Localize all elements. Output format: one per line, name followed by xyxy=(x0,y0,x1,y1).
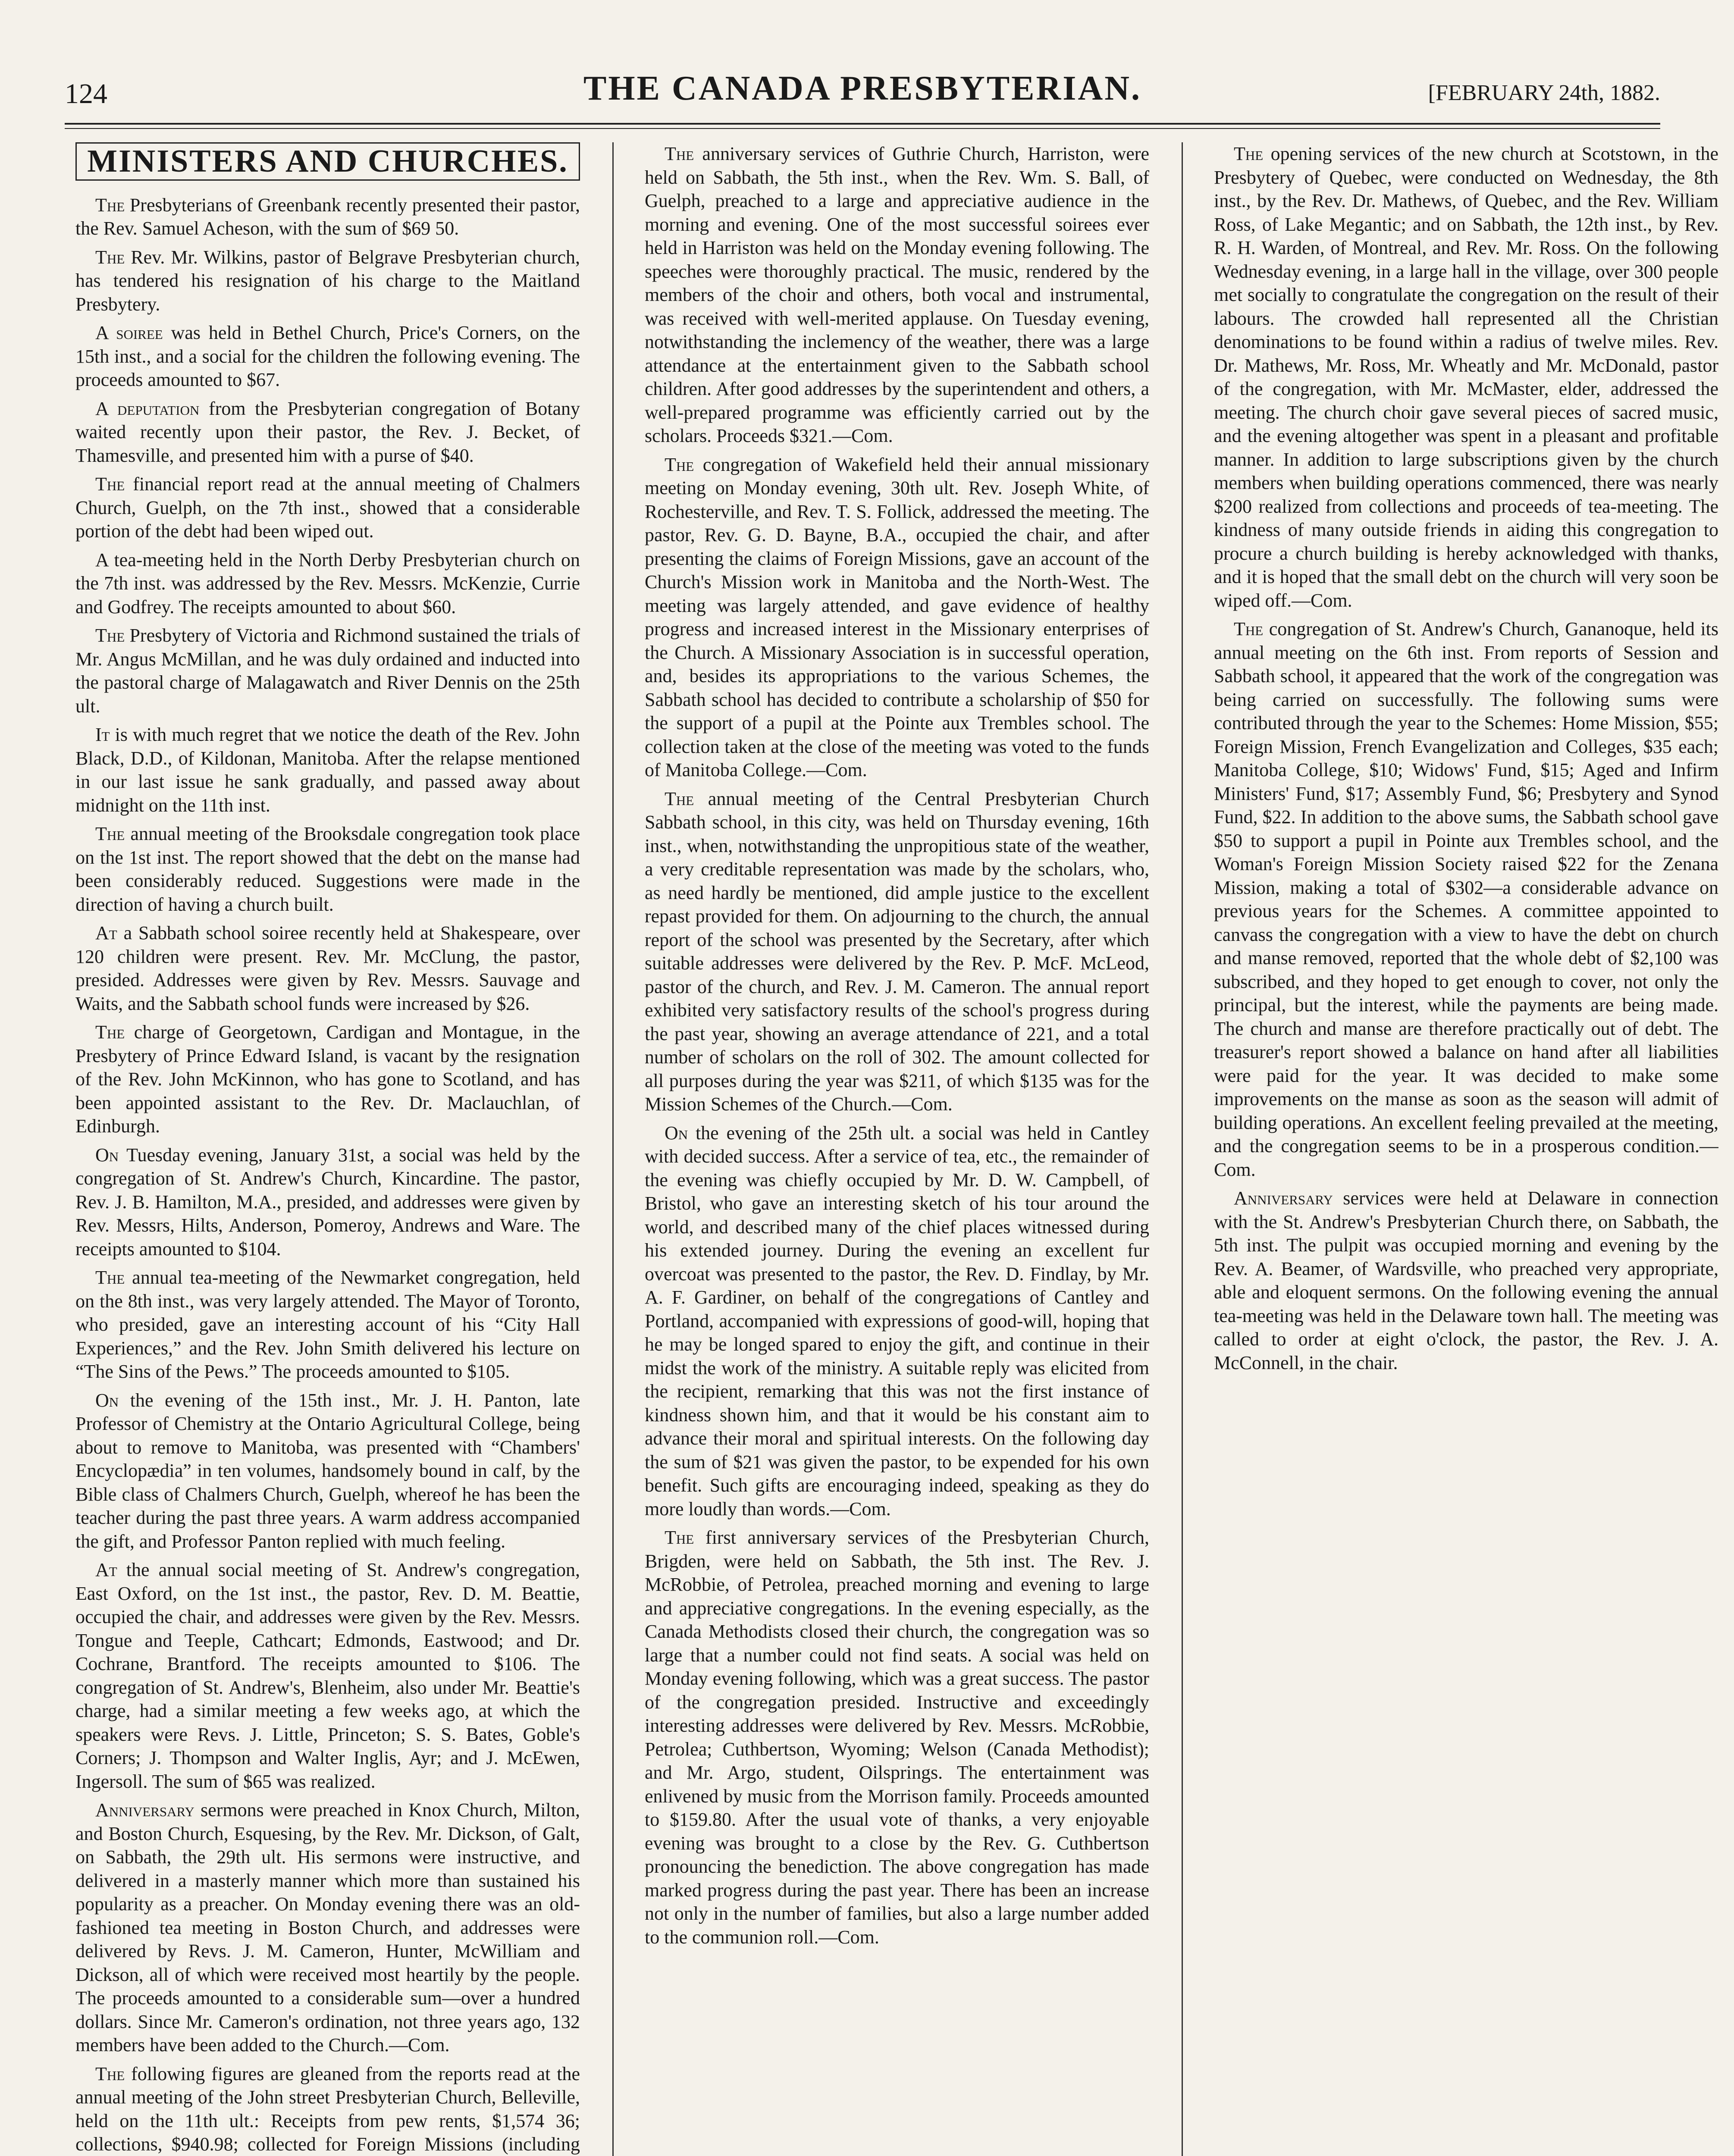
news-paragraph xyxy=(75,246,580,317)
news-paragraph xyxy=(75,1389,580,1554)
news-paragraph xyxy=(645,142,1149,448)
news-paragraph xyxy=(75,397,580,468)
paragraph-text: a Sabbath school soiree recently held at Shakespeare, over 120 children were present. Rev. Mr. McClung, the pastor, presided. Addresses were given by Rev. Messrs. Sauvage and Waits, and the Sabbath school funds were increased by $26. xyxy=(75,922,580,1014)
paragraph-text: the evening of the 15th inst., Mr. J. H. Panton, late Professor of Chemistry at the Ontario Agricultural College, being about to remove to Manitoba, was presented with “Chambers' Encyclopædia” in ten volumes, handsomely bound in calf, by the Bible class of Chalmers Church, Guelph, whereof he has been the teacher during the past three years. A warm address accompanied the gift, and Professor Panton replied with much feeling. xyxy=(75,1389,580,1552)
header-rule xyxy=(65,123,1660,129)
paragraph-text: congregation of Wakefield held their annual missionary meeting on Monday evening, 30th ult. Rev. Joseph White, of Rochesterville, and Rev. T. S. Follick, addressed the meeting. The pastor, Rev. G. D. Bayne, B.A., occupied the chair, and after presenting the claims of Foreign Missions, gave an account of the Church's Mission work in Manitoba and the North-West. The meeting was largely attended, and gave evidence of healthy progress and increased interest in the Missionary enterprises of the Church. A Missionary Association is in successful operation, and, besides its appropriations to the various Schemes, the Sabbath school has decided to contribute a scholarship of $50 for the support of a pupil at the Pointe aux Trembles school. The collection taken at the close of the meeting was voted to the funds of Manitoba College.—Com. xyxy=(645,454,1149,780)
paragraph-text: was held in Bethel Church, Price's Corners, on the 15th inst., and a social for the children the following evening. The proceeds amounted to $67. xyxy=(75,322,580,390)
paragraph-text: annual meeting of the Central Presbyterian Church Sabbath school, in this city, was held on Thursday evening, 16th inst., when, notwithstanding the unpropitious state of the weather, a very creditable representation was made by the scholars, who, as need hardly be mentioned, did ample justice to the excellent repast provided for them. On adjourning to the church, the annual report of the school was presented by the Secretary, after which suitable addresses were delivered by the Rev. P. McF. McLeod, pastor of the church, and Rev. J. M. Cameron. The annual report exhibited very satisfactory results of the school's progress during the past year, showing an average attendance of 221, and a total number of scholars on the roll of 302. The amount collected for all purposes during the year was $211, of which $135 was for the Mission Schemes of the Church.—Com. xyxy=(645,788,1149,1115)
paragraph-lead: On xyxy=(95,1144,119,1166)
paragraph-text: from the Presbyterian congregation of Botany waited recently upon their pastor, the Rev. J. Becket, of Thamesville, and presented him with a purse of $40. xyxy=(75,398,580,466)
news-paragraph xyxy=(645,453,1149,782)
paragraph-lead: The xyxy=(95,1022,125,1043)
paragraph-text: the evening of the 25th ult. a social was held in Cantley with decided success. After a service of tea, etc., the remainder of the evening was chiefly occupied by Mr. D. W. Campbell, of Bristol, who gave an interesting sketch of his tour around the world, and described many of the chief places witnessed during his extended journey. During the evening an excellent fur overcoat was presented to the pastor, the Rev. D. Findlay, by Mr. A. F. Gardiner, on behalf of the congregations of Cantley and Portland, accompanied with expressions of good-will, hoping that he may be longed spared to enjoy the gift, and continue in their midst the work of the ministry. A suitable reply was elicited from the recipient, remarking that this was not the first instance of kindness shown him, and that it would be his constant aim to advance their moral and spiritual interests. On the following day the sum of $21 was given the pastor, to be expended for his own benefit. Such gifts are encouraging indeed, speaking as they do more loudly than words.—Com. xyxy=(645,1122,1149,1520)
paragraph-lead: Anniversary xyxy=(95,1799,194,1821)
paragraph-text: Tuesday evening, January 31st, a social was held by the congregation of St. Andrew's Church, Kincardine. The pastor, Rev. J. B. Hamilton, M.A., presided, and addresses were given by Rev. Messrs, Hilts, Anderson, Pomeroy, Andrews and Ware. The receipts amounted to $104. xyxy=(75,1144,580,1260)
news-paragraph xyxy=(645,787,1149,1116)
paragraph-text: anniversary services of Guthrie Church, Harriston, were held on Sabbath, the 5th inst., when the Rev. Wm. S. Ball, of Guelph, preached to a large and appreciative audience in the morning and evening. One of the most successful soirees ever held in Harriston was held on the Monday evening following. The speeches were thoroughly practical. The music, rendered by the members of the choir and others, both vocal and instrumental, was received with well-merited applause. On Tuesday evening, notwithstanding the inclemency of the weather, there was a large attendance at the entertainment given to the Sabbath school children. After good addresses by the superintendent and others, a well-prepared programme was efficiently carried out by the scholars. Proceeds $321.—Com. xyxy=(645,143,1149,446)
paragraph-lead: The xyxy=(665,143,694,164)
paragraph-lead: The xyxy=(1234,143,1264,164)
paragraph-text: is with much regret that we notice the death of the Rev. John Black, D.D., of Kildonan, Manitoba. After the relapse mentioned in our last issue he sank gradually, and passed away about midnight on the 11th inst. xyxy=(75,724,580,816)
paragraph-text: annual tea-meeting of the Newmarket congregation, held on the 8th inst., was very largely attended. The Mayor of Toronto, who presided, gave an interesting account of his “City Hall Experiences,” and the Rev. John Smith delivered his lecture on “The Sins of the Pews.” The proceeds amounted to $105. xyxy=(75,1267,580,1382)
news-paragraph xyxy=(1214,617,1718,1181)
column-left xyxy=(75,142,580,2156)
news-paragraph xyxy=(645,1122,1149,1521)
paragraph-text: annual meeting of the Brooksdale congregation took place on the 1st inst. The report showed that the debt on the manse had been considerably reduced. Suggestions were made in the direction of having a church built. xyxy=(75,823,580,915)
paragraph-lead: The xyxy=(95,823,125,844)
news-paragraph xyxy=(75,548,580,619)
paragraph-text: congregation of St. Andrew's Church, Gananoque, held its annual meeting on the 6th inst. From reports of Session and Sabbath school, it appeared that the work of the congregation was being carried on successfully. The following sums were contributed through the year to the Schemes: Home Mission, $55; Foreign Mission, French Evangelization and Colleges, $35 each; Manitoba College, $10; Widows' Fund, $15; Aged and Infirm Ministers' Fund, $17; Assembly Fund, $6; Presbytery and Synod Fund, $22. In addition to the above sums, the Sabbath school gave $50 to support a pupil in Pointe aux Trembles school, and the Woman's Foreign Mission Society raised $22 for the Zenana Mission, making a total of $302—a considerable advance on previous years for the Schemes. A committee appointed to canvass the congregation with a view to have the debt on church and manse removed, reported that the whole debt of $2,100 was subscribed, and they hoped to get enough to cover, not only the principal, but the interest, while the payments are being made. The church and manse are therefore practically out of debt. The treasurer's report showed a balance on hand after all liabilities were paid for the year. It was decided to make some improvements on the manse as soon as the season will admit of building operations. An excellent feeling prevailed at the meeting, and the congregation seems to be in a prosperous condition.—Com. xyxy=(1214,618,1718,1180)
paragraph-lead: The xyxy=(95,473,125,495)
news-paragraph xyxy=(75,1558,580,1793)
news-paragraph xyxy=(75,1021,580,1138)
news-paragraph xyxy=(75,723,580,817)
paragraph-lead: The xyxy=(95,625,125,646)
paragraph-text: opening services of the new church at Scotstown, in the Presbytery of Quebec, were conducted on Wednesday, the 8th inst., by the Rev. Dr. Mathews, of Quebec, and the Rev. William Ross, of Lake Megantic; and on Sabbath, the 12th inst., by Rev. R. H. Warden, of Montreal, and Rev. Mr. Ross. On the following Wednesday evening, in a large hall in the village, over 300 people met socially to congratulate the congregation on the result of their labours. The crowded hall represented all the Christian denominations to be found within a radius of twelve miles. Rev. Dr. Mathews, Mr. Ross, Mr. Wheatly and Mr. McDonald, pastor of the congregation, with Mr. McMaster, elder, addressed the meeting. The church choir gave several pieces of sacred music, and the evening altogether was spent in a pleasant and profitable manner. In addition to large subscriptions given by the church members when building operations commenced, there was nearly $200 realized from collections and proceeds of tea-meeting. The kindness of many outside friends in aiding this congregation to procure a church building is hereby acknowledged with thanks, and it is hoped that the small debt on the church will very soon be wiped off.—Com. xyxy=(1214,143,1718,611)
paragraph-text: Presbyterians of Greenbank recently presented their pastor, the Rev. Samuel Acheson, with the sum of $69 50. xyxy=(75,194,580,239)
column-middle xyxy=(645,142,1149,2156)
news-paragraph xyxy=(75,2062,580,2156)
news-paragraph xyxy=(75,194,580,241)
news-paragraph xyxy=(75,624,580,718)
paragraph-lead: The xyxy=(665,1527,694,1548)
paragraph-lead: At xyxy=(95,1559,117,1580)
paragraph-text: A tea-meeting held in the North Derby Presbyterian church on the 7th inst. was addressed by the Rev. Messrs. McKenzie, Currie and Godfrey. The receipts amounted to about $60. xyxy=(75,549,580,617)
issue-date: [FEBRUARY 24th, 1882. xyxy=(1428,81,1660,105)
section-title: MINISTERS AND CHURCHES. xyxy=(75,142,580,181)
news-paragraph xyxy=(645,1526,1149,1949)
paragraph-text: charge of Georgetown, Cardigan and Montague, in the Presbytery of Prince Edward Island, is vacant by the resignation of the Rev. John McKinnon, who has gone to Scotland, and has been appointed assistant to the Rev. Dr. Maclauchlan, of Edinburgh. xyxy=(75,1022,580,1137)
paragraph-lead: A deputation xyxy=(95,398,200,419)
news-paragraph xyxy=(75,473,580,543)
paragraph-lead: The xyxy=(1234,618,1264,639)
news-paragraph xyxy=(75,822,580,916)
paragraph-lead: On xyxy=(95,1389,119,1411)
paragraph-text: sermons were preached in Knox Church, Milton, and Boston Church, Esquesing, by the Rev. Mr. Dickson, of Galt, on Sabbath, the 29th ult. His sermons were instructive, and delivered in a masterly manner which more than sustained his popularity as a preacher. On Monday evening there was an old-fashioned tea meeting in Boston Church, and addresses were delivered by Revs. J. M. Cameron, Hunter, McWilliam and Dickson, all of which were received most heartily by the people. The proceeds amounted to a considerable sum—over a hundred dollars. Since Mr. Cameron's ordination, not three years ago, 132 members have been added to the Church.—Com. xyxy=(75,1799,580,2056)
paragraph-text: Rev. Mr. Wilkins, pastor of Belgrave Presbyterian church, has tendered his resignation of his charge to the Maitland Presbytery. xyxy=(75,246,580,315)
news-paragraph xyxy=(1214,142,1718,612)
news-paragraph xyxy=(75,921,580,1015)
paragraph-lead: The xyxy=(95,194,125,216)
paragraph-text: financial report read at the annual meeting of Chalmers Church, Guelph, on the 7th inst., showed that a considerable portion of the debt had been wiped out. xyxy=(75,473,580,542)
paragraph-lead: At xyxy=(95,922,117,943)
page-header xyxy=(65,65,1660,121)
paragraph-text: Presbytery of Victoria and Richmond sustained the trials of Mr. Angus McMillan, and he was duly ordained and inducted into the pastoral charge of Malagawatch and River Dennis on the 25th ult. xyxy=(75,625,580,717)
masthead-title: THE CANADA PRESBYTERIAN. xyxy=(583,69,1141,107)
news-paragraph xyxy=(75,1799,580,2057)
paragraph-lead: It xyxy=(95,724,110,745)
page-number: 124 xyxy=(65,78,107,110)
paragraph-lead: Anniversary xyxy=(1234,1188,1333,1209)
column-right xyxy=(1214,142,1718,2156)
paragraph-lead: On xyxy=(665,1122,688,1144)
paragraph-text: services were held at Delaware in connection with the St. Andrew's Presbyterian Church there, on Sabbath, the 5th inst. The pulpit was occupied morning and evening by the Rev. A. Beamer, of Wardsville, who preached very appropriate, able and eloquent sermons. On the following evening the annual tea-meeting was held in the Delaware town hall. The meeting was called to order at eight o'clock, the pastor, the Rev. J. A. McConnell, in the chair. xyxy=(1214,1188,1718,1373)
column-divider xyxy=(1182,142,1183,2156)
news-paragraph xyxy=(1214,1187,1718,1375)
paragraph-lead: The xyxy=(665,788,694,809)
news-paragraph xyxy=(75,1266,580,1384)
paragraph-text: following figures are gleaned from the reports read at the annual meeting of the John street Presbyterian Church, Belleville, held on the 11th ult.: Receipts from pew rents, $1,574 36; collections, $940.98; collected for Foreign Missions (including xyxy=(75,2063,580,2155)
paragraph-text: first anniversary services of the Presbyterian Church, Brigden, were held on Sabbath, the 5th inst. The Rev. J. McRobbie, of Petrolea, preached morning and evening to large and appreciative congregations. In the evening especially, as the Canada Methodists closed their church, the congregation was so large that a number could not find seats. A social was held on Monday evening following, which was a great success. The pastor of the congregation presided. Instructive and exceedingly interesting addresses were delivered by Rev. Messrs. McRobbie, Petrolea; Cuthbertson, Wyoming; Welson (Canada Methodist); and Mr. Argo, student, Oilsprings. The entertainment was enlivened by music from the Morrison family. Proceeds amounted to $159.80. After the usual vote of thanks, a very enjoyable evening was brought to a close by the Rev. G. Cuthbertson pronouncing the benediction. The above congregation has made marked progress during the past year. There has been an increase not only in the number of families, but also a large number added to the communion roll.—Com. xyxy=(645,1527,1149,1948)
paragraph-lead: The xyxy=(95,1267,125,1288)
news-paragraph xyxy=(75,1144,580,1261)
news-paragraph xyxy=(75,321,580,392)
column-divider xyxy=(612,142,614,2156)
paragraph-lead: A soiree xyxy=(95,322,163,343)
paragraph-lead: The xyxy=(95,246,125,268)
paragraph-text: the annual social meeting of St. Andrew's congregation, East Oxford, on the 1st inst., the pastor, Rev. D. M. Beattie, occupied the chair, and addresses were given by the Rev. Messrs. Tongue and Teeple, Cathcart; Edmonds, Eastwood; and Dr. Cochrane, Brantford. The receipts amounted to $106. The congregation of St. Andrew's, Blenheim, also under Mr. Beattie's charge, had a similar meeting a few weeks ago, at which the speakers were Revs. J. Little, Princeton; S. S. Bates, Goble's Corners; J. Thompson and Walter Inglis, Ayr; and J. McEwen, Ingersoll. The sum of $65 was realized. xyxy=(75,1559,580,1792)
paragraph-lead: The xyxy=(95,2063,125,2084)
paragraph-lead: The xyxy=(665,454,694,475)
